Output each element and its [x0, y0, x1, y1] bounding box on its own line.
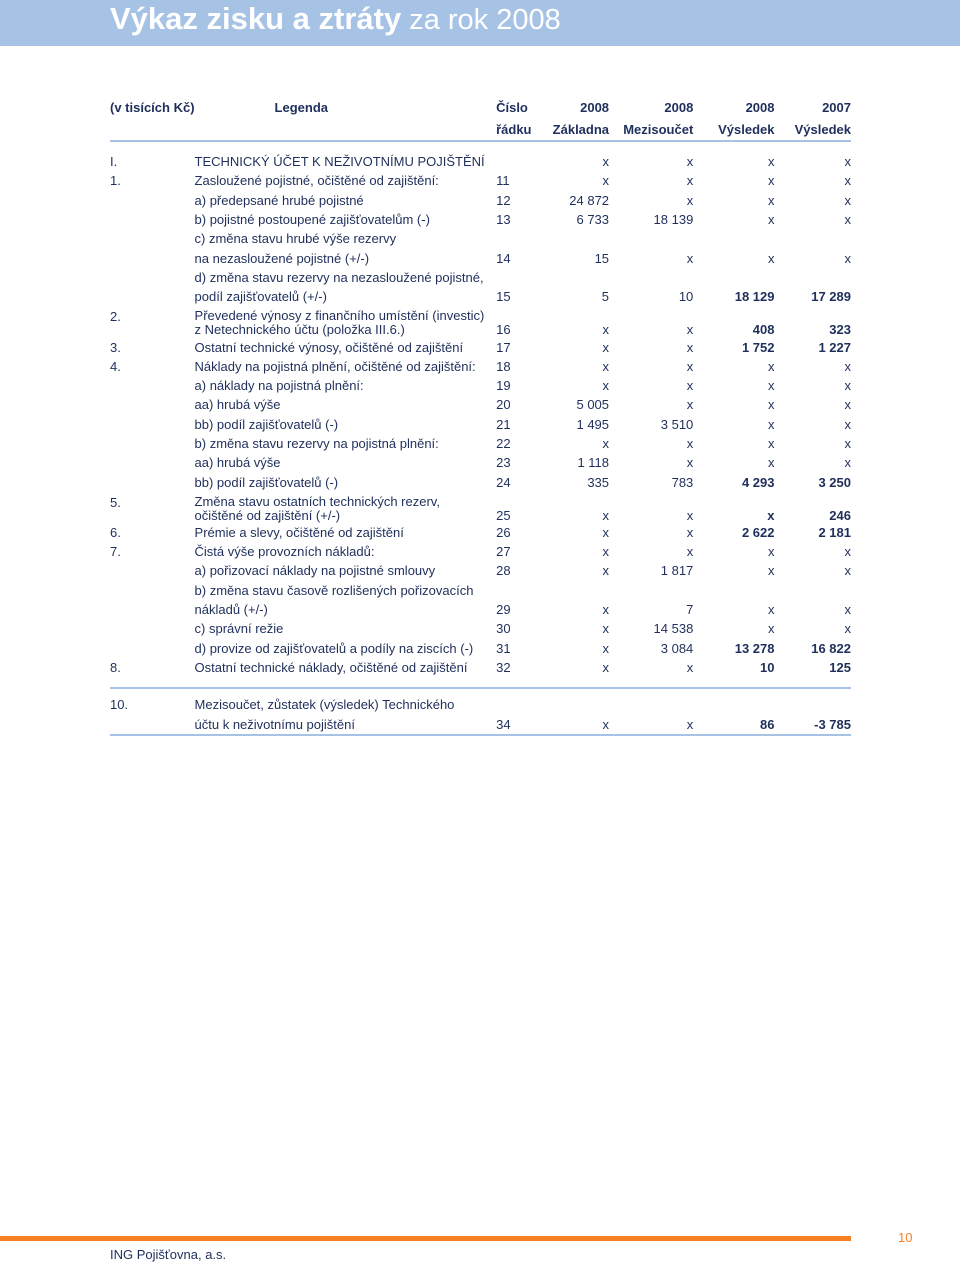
row-number-header: Číslo [496, 99, 528, 115]
page-title-year: za rok 2008 [409, 4, 561, 36]
table-row [110, 395, 851, 414]
item-description: nákladů (+/-) [194, 602, 268, 618]
item-number [110, 434, 195, 453]
item-number [110, 191, 195, 210]
value-result-2007: x [844, 378, 851, 394]
value-basis: x [602, 563, 610, 579]
header-spacer [195, 118, 497, 141]
value-subtotal [609, 268, 693, 287]
value-basis: x [602, 544, 610, 560]
value-subtotal: x [609, 714, 693, 734]
item-number: 2. [110, 309, 121, 325]
item-description: účtu k neživotnímu pojištění [195, 714, 497, 734]
col-a-year: 2008 [580, 99, 610, 115]
value-basis: x [602, 154, 610, 170]
row-number: 29 [496, 602, 511, 618]
item-description: a) náklady na pojistná plnění: [194, 378, 364, 394]
item-description: Náklady na pojistná plnění, očištěné od zajištění: [194, 358, 476, 374]
value-result-2007: x [844, 358, 851, 374]
value-basis: x [602, 358, 610, 374]
item-number: 1. [110, 173, 121, 189]
row-number: 32 [496, 659, 511, 675]
value-basis: x [602, 621, 610, 637]
row-number-header-2: řádku [496, 118, 538, 141]
item-description: aa) hrubá výše [194, 397, 281, 413]
value-basis: x [602, 378, 610, 394]
item-number [110, 287, 195, 306]
value-result-2007: 323 [829, 322, 851, 338]
table-row [110, 306, 851, 337]
table-row [110, 229, 851, 248]
value-result-2007: 2 181 [818, 524, 851, 540]
value-subtotal: x [686, 507, 694, 523]
value-subtotal: x [686, 455, 694, 471]
col-c-year: 2008 [745, 99, 775, 115]
item-description: Čistá výše provozních nákladů: [194, 544, 375, 560]
item-description: Zasloužené pojistné, očištěné od zajištění: [194, 173, 439, 189]
value-result-2007 [775, 268, 852, 287]
item-number [110, 639, 195, 658]
value-result-2007 [775, 695, 852, 714]
item-description: b) změna stavu časově rozlišených pořizovacích [194, 582, 474, 598]
table-row [110, 523, 851, 542]
col-c-label: Výsledek [693, 118, 774, 141]
item-number: 6. [110, 524, 121, 540]
value-result-2007: x [844, 212, 851, 228]
item-description-line: Změna stavu ostatních technických rezerv, [194, 493, 440, 509]
item-description-line: očištěné od zajištění (+/-) [194, 507, 341, 523]
item-number: I. [110, 154, 118, 170]
legend-label: Legenda [274, 99, 328, 115]
value-result-2008: 10 [760, 659, 775, 675]
col-d-year: 2007 [822, 99, 851, 115]
item-description: Mezisoučet, zůstatek (výsledek) Technického [194, 697, 455, 713]
value-subtotal: x [686, 173, 694, 189]
table-row [110, 619, 851, 638]
item-description: Prémie a slevy, očištěné od zajištění [194, 524, 404, 540]
value-basis: x [602, 507, 610, 523]
value-result-2008: x [768, 416, 775, 432]
value-result-2008: x [768, 378, 775, 394]
table-row [110, 639, 851, 658]
table-row [110, 152, 851, 171]
value-result-2008: x [768, 154, 775, 170]
item-number: 7. [110, 544, 121, 560]
item-description [195, 306, 497, 337]
row-number: 26 [496, 524, 511, 540]
item-description: d) provize od zajišťovatelů a podíly na ziscích (-) [194, 640, 474, 656]
value-result-2008: 408 [752, 322, 775, 338]
item-number: 4. [110, 358, 121, 374]
value-result-2007: 1 227 [818, 339, 851, 355]
value-basis: x [602, 322, 610, 338]
table-row [110, 376, 851, 395]
value-result-2008: 2 622 [741, 524, 775, 540]
value-result-2007: x [844, 455, 851, 471]
item-number [110, 600, 195, 619]
item-number [110, 210, 195, 229]
table-row [110, 287, 851, 306]
row-number: 30 [496, 621, 511, 637]
table-row [110, 658, 851, 677]
item-number [110, 376, 195, 395]
item-number [110, 472, 195, 491]
table-row [110, 248, 851, 267]
value-subtotal: x [686, 358, 694, 374]
value-basis: 6 733 [576, 212, 610, 228]
item-description: d) změna stavu rezervy na nezasloužené pojistné, [194, 269, 484, 285]
item-description: b) pojistné postoupené zajišťovatelům (-) [194, 212, 430, 228]
value-basis: x [538, 714, 609, 734]
item-description: Ostatní technické náklady, očištěné od zajištění [194, 659, 468, 675]
income-statement-table [110, 96, 851, 736]
value-basis: x [602, 173, 610, 189]
value-subtotal: x [686, 544, 694, 560]
value-basis: 335 [587, 474, 610, 490]
row-number [496, 229, 538, 248]
item-description: c) změna stavu hrubé výše rezervy [194, 231, 397, 247]
row-number: 16 [496, 322, 511, 338]
item-description: bb) podíl zajišťovatelů (-) [194, 474, 339, 490]
item-number: 5. [110, 494, 121, 510]
value-result-2008: x [767, 507, 775, 523]
value-result-2008: x [768, 436, 775, 451]
table-row [110, 171, 851, 190]
page-title [110, 0, 561, 46]
item-description: a) pořizovací náklady na pojistné smlouvy [194, 563, 436, 579]
item-description: na nezasloužené pojistné (+/-) [194, 250, 370, 266]
row-number: 31 [496, 640, 511, 656]
value-subtotal: 18 139 [653, 212, 694, 228]
row-number: 11 [496, 173, 510, 189]
item-description: Ostatní technické výnosy, očištěné od zajištění [194, 339, 464, 355]
value-result-2007: x [844, 544, 851, 560]
item-number [110, 268, 195, 287]
value-result-2007: 3 250 [818, 474, 851, 490]
value-result-2007: 246 [829, 507, 851, 523]
item-description: aa) hrubá výše [194, 455, 281, 471]
table-row [110, 415, 851, 434]
item-number: 10. [110, 697, 129, 713]
value-result-2007: 16 822 [811, 640, 851, 656]
value-result-2008: x [768, 173, 775, 189]
col-b-year: 2008 [664, 99, 694, 115]
value-result-2007 [775, 581, 852, 600]
value-basis: 5 005 [576, 397, 610, 413]
table-row [110, 357, 851, 376]
value-subtotal: 3 510 [660, 416, 694, 432]
item-number [110, 453, 195, 472]
header-row-1 [110, 96, 851, 118]
table-row [110, 337, 851, 356]
row-number: 27 [496, 544, 511, 560]
value-subtotal: x [686, 436, 694, 451]
item-description-line: z Netechnického účtu (položka III.6.) [194, 322, 405, 338]
header-spacer [110, 118, 195, 141]
table-row [110, 268, 851, 287]
value-result-2008: x [768, 250, 775, 266]
value-subtotal: x [686, 250, 694, 266]
value-result-2008: 4 293 [741, 474, 775, 490]
value-result-2008: x [768, 455, 775, 471]
value-result-2007: 17 289 [811, 289, 851, 305]
value-subtotal: 3 084 [660, 640, 694, 656]
value-result-2008: x [768, 544, 775, 560]
value-result-2007: x [844, 563, 851, 579]
item-description: bb) podíl zajišťovatelů (-) [194, 416, 339, 432]
value-basis [538, 581, 609, 600]
item-number [110, 714, 195, 734]
row-number: 13 [496, 212, 511, 228]
value-result-2007: -3 785 [775, 714, 852, 734]
value-subtotal: x [686, 339, 694, 355]
item-description: a) předepsané hrubé pojistné [194, 192, 364, 208]
table-row [110, 492, 851, 523]
table-row [110, 472, 851, 491]
unit-label: (v tisících Kč) [110, 99, 195, 115]
value-result-2007: x [844, 436, 851, 451]
value-subtotal: 14 538 [653, 621, 694, 637]
value-result-2008: x [768, 192, 775, 208]
value-result-2008: 18 129 [734, 289, 775, 305]
value-subtotal: x [686, 378, 694, 394]
row-number: 15 [496, 289, 511, 305]
value-result-2008: x [768, 602, 775, 618]
item-description: c) správní režie [194, 621, 284, 637]
row-number: 22 [496, 436, 511, 451]
row-number: 20 [496, 397, 511, 413]
row-number [496, 581, 538, 600]
table-row [110, 542, 851, 561]
item-number [110, 248, 195, 267]
value-result-2007: x [844, 173, 851, 189]
item-number [110, 415, 195, 434]
value-result-2007: x [844, 397, 851, 413]
value-result-2007: x [844, 192, 851, 208]
value-result-2007: x [844, 602, 851, 618]
row-number: 23 [496, 455, 511, 471]
value-result-2008 [693, 268, 774, 287]
value-subtotal: 10 [678, 289, 694, 305]
item-description [195, 492, 497, 523]
item-description: TECHNICKÝ ÚČET K NEŽIVOTNÍMU POJIŠTĚNÍ [194, 154, 485, 170]
item-number: 3. [110, 339, 121, 355]
value-subtotal: 7 [686, 602, 694, 618]
value-basis: x [602, 436, 610, 451]
table-row [110, 561, 851, 580]
header-band [0, 0, 960, 46]
row-number: 12 [496, 192, 511, 208]
value-subtotal: x [686, 397, 694, 413]
value-basis: 5 [601, 289, 610, 305]
item-number [110, 395, 195, 414]
value-basis [538, 268, 609, 287]
value-result-2008: x [768, 563, 775, 579]
value-basis: x [602, 339, 610, 355]
value-basis: x [602, 602, 610, 618]
col-a-label: Základna [538, 118, 609, 141]
value-result-2008: 13 278 [734, 640, 775, 656]
row-number: 19 [496, 378, 511, 394]
table-row [110, 581, 851, 600]
value-result-2007: x [844, 621, 851, 637]
row-number: 24 [496, 474, 511, 490]
item-number [110, 581, 195, 600]
value-subtotal: 1 817 [660, 563, 694, 579]
table-row [110, 434, 851, 453]
row-number [496, 268, 538, 287]
value-result-2008: x [768, 621, 775, 637]
value-basis [538, 695, 609, 714]
value-subtotal: 783 [671, 474, 694, 490]
row-number: 25 [496, 507, 511, 523]
value-basis: x [602, 524, 610, 540]
value-basis: x [602, 659, 610, 675]
row-number: 18 [496, 358, 511, 374]
row-number: 28 [496, 563, 511, 579]
row-number: 14 [496, 250, 511, 266]
item-number [110, 619, 195, 638]
value-result-2008: x [768, 397, 775, 413]
value-basis: x [602, 640, 610, 656]
value-result-2008 [693, 229, 774, 248]
value-subtotal [609, 581, 693, 600]
table-row [110, 695, 851, 714]
page-number: 10 [898, 1230, 913, 1245]
company-name: ING Pojišťovna, a.s. [110, 1247, 227, 1262]
value-result-2008 [693, 581, 774, 600]
value-result-2007: x [844, 416, 851, 432]
table-row [110, 191, 851, 210]
col-d-label: Výsledek [775, 118, 852, 141]
value-result-2007 [775, 229, 852, 248]
item-description: b) změna stavu rezervy na pojistná plnění: [194, 436, 439, 451]
value-result-2008: x [768, 358, 775, 374]
value-subtotal [609, 229, 693, 248]
value-result-2007: 125 [829, 659, 851, 675]
value-subtotal [609, 695, 693, 714]
header-row-2 [110, 118, 851, 141]
page-title-main: Výkaz zisku a ztráty [110, 1, 402, 36]
item-number: 8. [110, 659, 121, 675]
value-basis: 1 495 [576, 416, 610, 432]
item-description: podíl zajišťovatelů (+/-) [194, 289, 327, 305]
table-row [110, 210, 851, 229]
item-description-line: Převedené výnosy z finančního umístění (investic) [194, 308, 485, 324]
value-result-2007: x [844, 250, 851, 266]
value-subtotal: x [686, 192, 694, 208]
value-subtotal: x [686, 524, 694, 540]
value-subtotal: x [686, 322, 694, 338]
value-basis: 15 [594, 250, 610, 266]
value-result-2008 [693, 695, 774, 714]
value-result-2008: x [768, 212, 775, 228]
row-number: 17 [496, 339, 511, 355]
value-result-2008: 86 [693, 714, 774, 734]
value-result-2008: 1 752 [741, 339, 775, 355]
row-number [496, 152, 538, 171]
value-basis: 1 118 [577, 455, 610, 471]
footer-bar [0, 1236, 851, 1241]
row-number [496, 695, 538, 714]
table-row [110, 600, 851, 619]
col-b-label: Mezisoučet [609, 118, 693, 141]
row-number: 21 [496, 416, 511, 432]
value-basis [538, 229, 609, 248]
item-number [110, 561, 195, 580]
value-subtotal: x [686, 154, 694, 170]
item-number [110, 229, 195, 248]
table-row [110, 453, 851, 472]
value-basis: 24 872 [569, 192, 610, 208]
value-result-2007: x [844, 154, 851, 170]
row-number: 34 [496, 714, 538, 734]
table-row [110, 714, 851, 734]
value-subtotal: x [686, 659, 694, 675]
